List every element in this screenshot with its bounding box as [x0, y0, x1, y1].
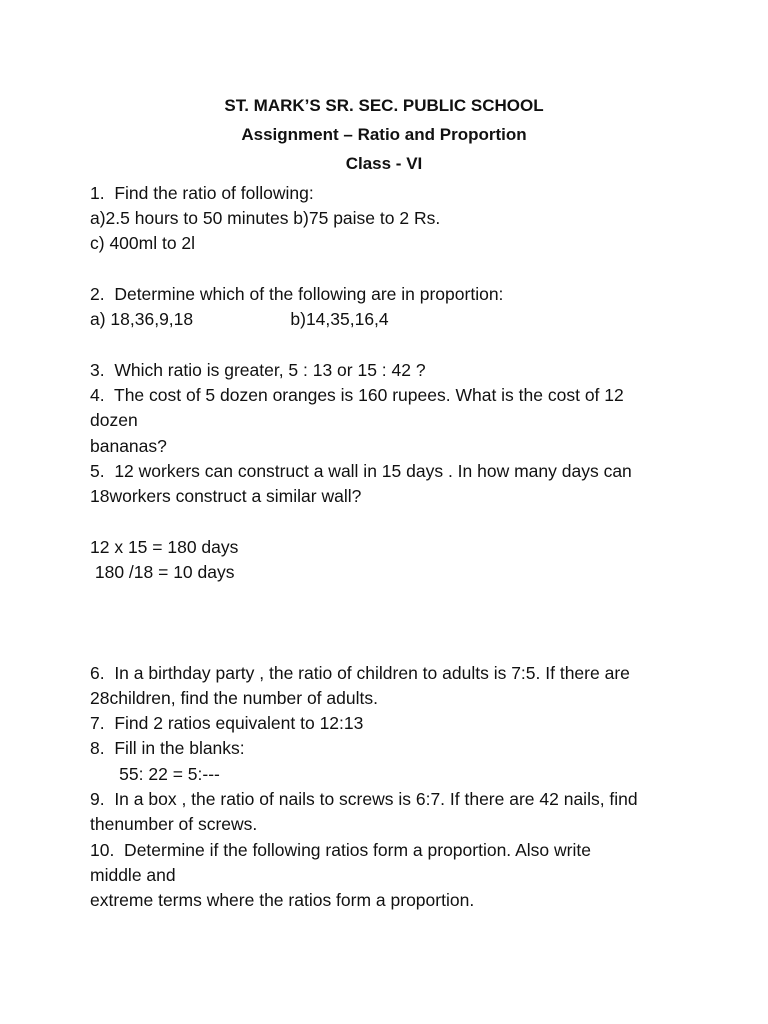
assignment-title: Assignment – Ratio and Proportion [241, 125, 527, 144]
question-10: 10. Determine if the following ratios form a proportion. Also write [90, 840, 591, 860]
question-2-options: a) 18,36,9,18 b)14,35,16,4 [90, 309, 389, 329]
question-4-continued: dozen [90, 410, 138, 430]
question-5-continued: 18workers construct a similar wall? [90, 486, 362, 506]
school-name: ST. MARK’S SR. SEC. PUBLIC SCHOOL [224, 96, 544, 115]
question-9: 9. In a box , the ratio of nails to screws is 6:7. If there are 42 nails, find [90, 789, 638, 809]
question-1: 1. Find the ratio of following: [90, 183, 314, 203]
question-10-end: extreme terms where the ratios form a proportion. [90, 890, 475, 910]
question-8: 8. Fill in the blanks: [90, 738, 245, 758]
question-4: 4. The cost of 5 dozen oranges is 160 rupees. What is the cost of 12 [90, 385, 624, 405]
question-1-part-c: c) 400ml to 2l [90, 233, 196, 253]
class-label: Class - VI [345, 154, 423, 173]
question-4-end: bananas? [90, 436, 167, 456]
question-8-blank: 55: 22 = 5:--- [90, 764, 220, 784]
question-2: 2. Determine which of the following are in proportion: [90, 284, 504, 304]
question-9-continued: thenumber of screws. [90, 814, 258, 834]
question-5: 5. 12 workers can construct a wall in 15 days . In how many days can [90, 461, 632, 481]
question-1-parts-a-b: a)2.5 hours to 50 minutes b)75 paise to 2 Rs. [90, 208, 441, 228]
question-6: 6. In a birthday party , the ratio of children to adults is 7:5. If there are [90, 663, 630, 683]
question-7: 7. Find 2 ratios equivalent to 12:13 [90, 713, 364, 733]
answer-step-1: 12 x 15 = 180 days [90, 537, 239, 557]
question-10-continued: middle and [90, 865, 176, 885]
question-3: 3. Which ratio is greater, 5 : 13 or 15 : 42 ? [90, 360, 426, 380]
question-6-continued: 28children, find the number of adults. [90, 688, 378, 708]
answer-step-2: 180 /18 = 10 days [90, 562, 235, 582]
